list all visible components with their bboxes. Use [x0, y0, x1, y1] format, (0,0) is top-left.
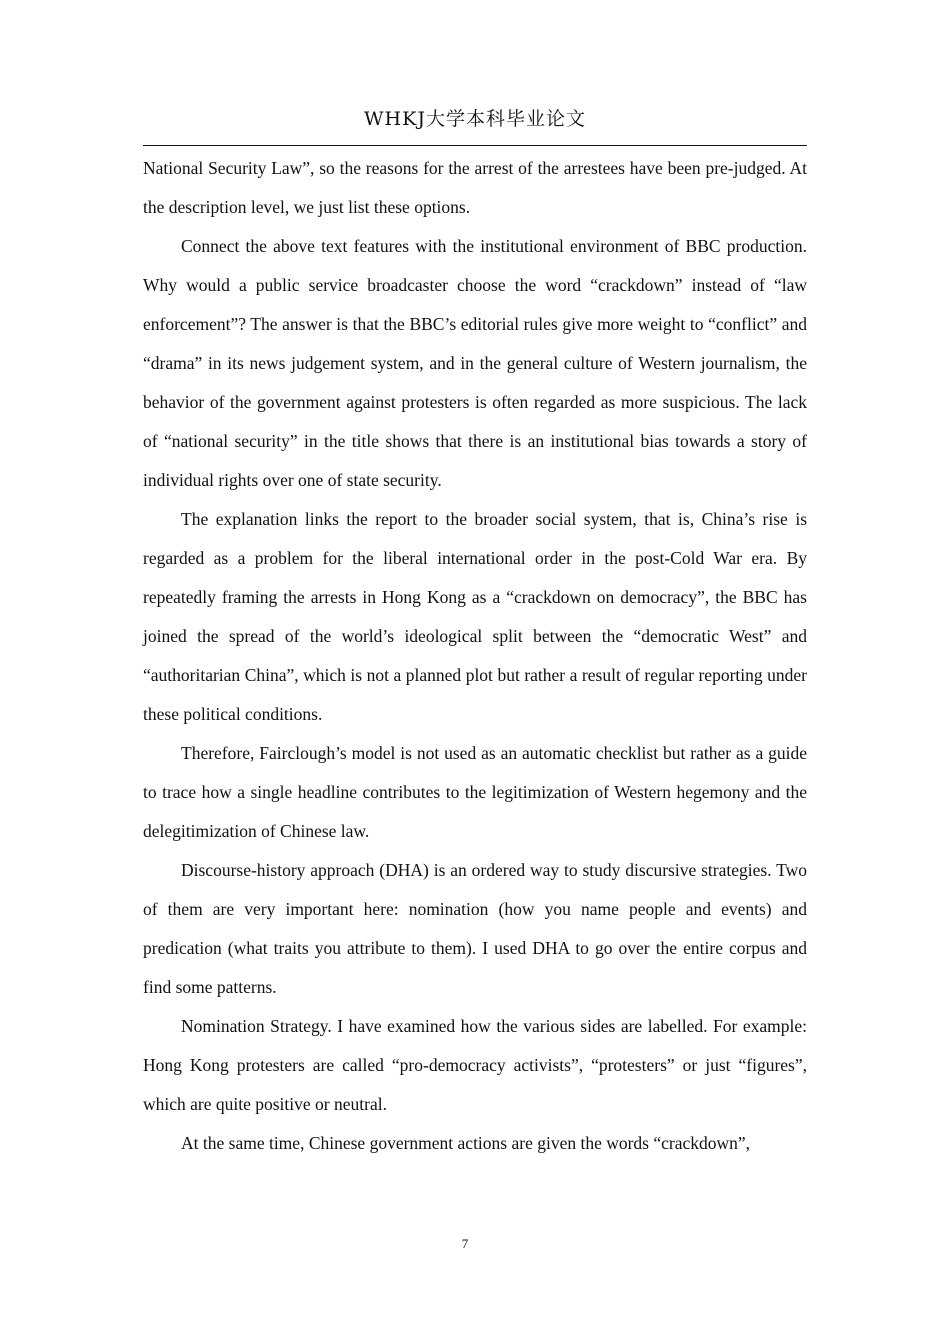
paragraph-explanation: The explanation links the report to the broader social system, that is, China’s rise is regarded as a problem for the liberal international order in the post-Cold War era. By repeatedly framing the arrests in Hong Kong as a “crackdown on democracy”, the BBC has joined the spread of the world’s ideological split between the “democratic West” and “authoritarian China”, which is not a planned plot but rather a result of regular reporting under these political conditions. — [143, 509, 807, 724]
paragraph-continuation: National Security Law”, so the reasons for the arrest of the arrestees have been pre-judged. At the description level, we just list these options. — [143, 158, 807, 217]
header-divider — [143, 145, 807, 146]
body-text — [143, 149, 807, 1163]
paragraph-nomination-strategy: Nomination Strategy. I have examined how the various sides are labelled. For example: Hong Kong protesters are called “pro-democracy activists”, “protesters” or just “figures”, which are quite positive or neutral. — [143, 1016, 807, 1114]
running-header: WHKJ大学本科毕业论文 — [364, 108, 586, 130]
paragraph-government-actions: At the same time, Chinese government actions are given the words “crackdown”, — [181, 1133, 751, 1153]
paragraph-institutional-environment: Connect the above text features with the institutional environment of BBC production. Why would a public service broadcaster choose the word “crackdown” instead of “law enforcement”? The answer is that the BBC’s editorial rules give more weight to “conflict” and “drama” in its news judgement system, and in the general culture of Western journalism, the behavior of the government against protesters is often regarded as more suspicious. The lack of “national security” in the title shows that there is an institutional bias towards a story of individual rights over one of state security. — [143, 236, 807, 490]
paragraph-dha: Discourse-history approach (DHA) is an ordered way to study discursive strategies. Two of them are very important here: nomination (how you name people and events) and predication (what traits you attribute to them). I used DHA to go over the entire corpus and find some patterns. — [143, 860, 807, 997]
page-number: 7 — [461, 1236, 469, 1251]
paragraph-fairclough-model: Therefore, Fairclough’s model is not used as an automatic checklist but rather as a guide to trace how a single headline contributes to the legitimization of Western hegemony and the delegitimization of Chinese law. — [143, 743, 807, 841]
